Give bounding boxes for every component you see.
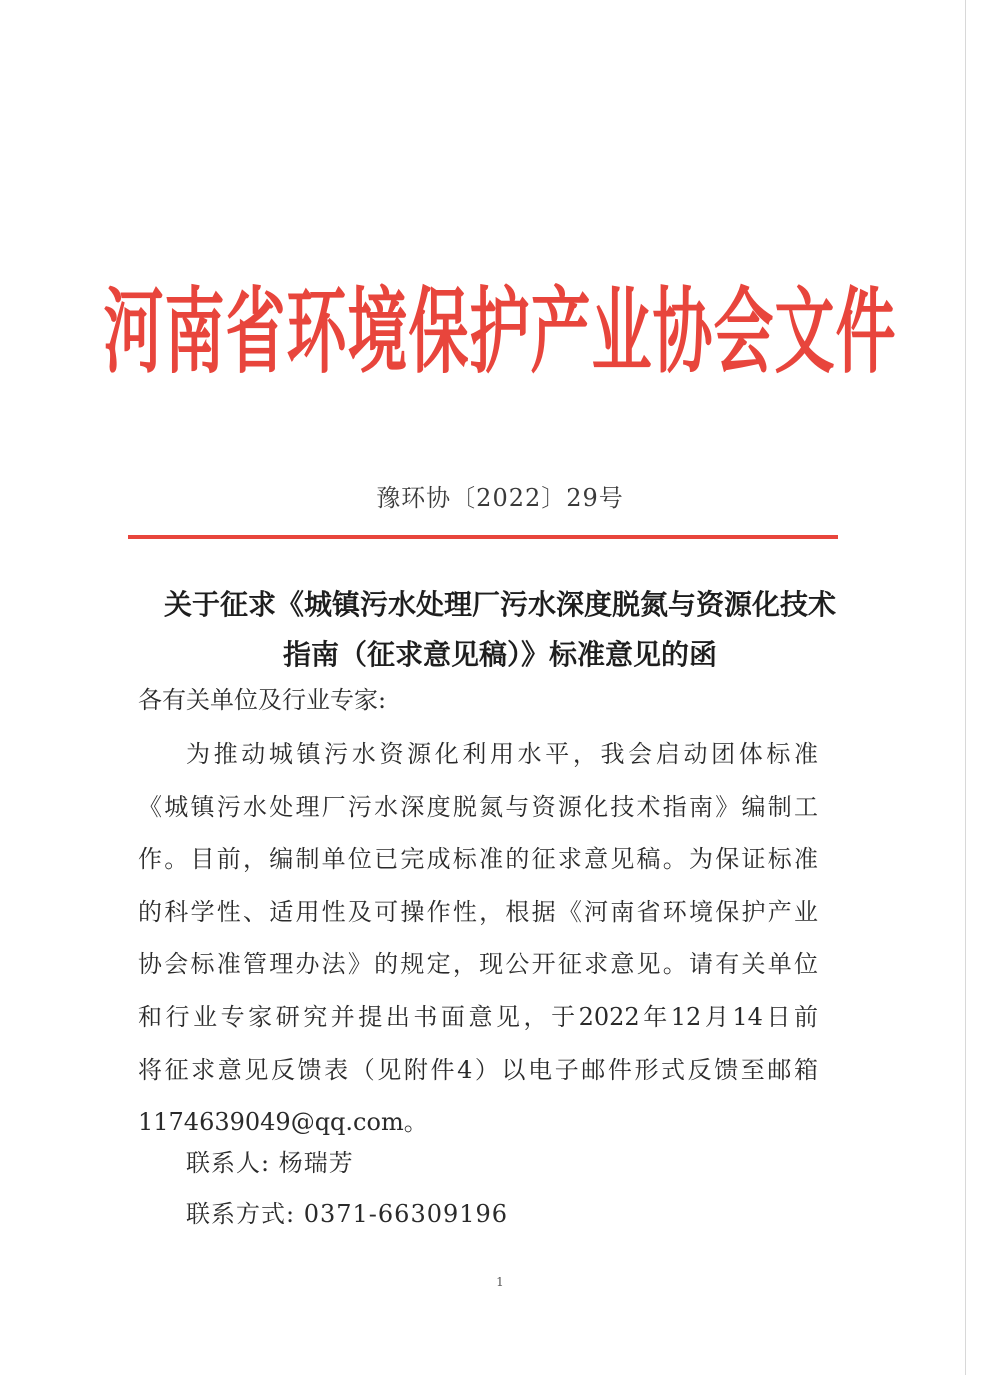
letter-subject bbox=[0, 580, 1000, 680]
body-line: 《城镇污水处理厂污水深度脱氮与资源化技术指南》编制工 bbox=[138, 792, 818, 821]
body-line: 协会标准管理办法》的规定，现公开征求意见。请有关单位 bbox=[138, 950, 818, 979]
body-line: 和行业专家研究并提出书面意见，于2022年12月14日前 bbox=[138, 1002, 818, 1031]
scan-edge-line bbox=[965, 0, 966, 1375]
body-line-email: 1174639049@qq.com。 bbox=[138, 1108, 428, 1137]
document-number: 豫环协〔2022〕29号 bbox=[376, 484, 624, 512]
body-line: 作。目前，编制单位已完成标准的征求意见稿。为保证标准 bbox=[138, 845, 818, 874]
body-line: 将征求意见反馈表（见附件4）以电子邮件形式反馈至邮箱 bbox=[138, 1055, 818, 1084]
subject-line-2: 指南（征求意见稿）》标准意见的函 bbox=[282, 638, 717, 671]
body-line: 为推动城镇污水资源化利用水平，我会启动团体标准 bbox=[186, 740, 818, 768]
body-line: 的科学性、适用性及可操作性，根据《河南省环境保护产业 bbox=[138, 897, 818, 926]
subject-line-1: 关于征求《城镇污水处理厂污水深度脱氮与资源化技术 bbox=[163, 588, 836, 621]
page-number: 1 bbox=[496, 1275, 504, 1289]
body-paragraph bbox=[138, 728, 818, 1149]
red-divider-line bbox=[128, 535, 838, 539]
salutation: 各有关单位及行业专家: bbox=[138, 686, 387, 714]
contact-phone: 联系方式: 0371-66309196 bbox=[186, 1200, 509, 1228]
contact-person: 联系人: 杨瑞芳 bbox=[186, 1149, 354, 1177]
issuing-organization-title: 河南省环境保护产业协会文件 bbox=[103, 278, 897, 388]
